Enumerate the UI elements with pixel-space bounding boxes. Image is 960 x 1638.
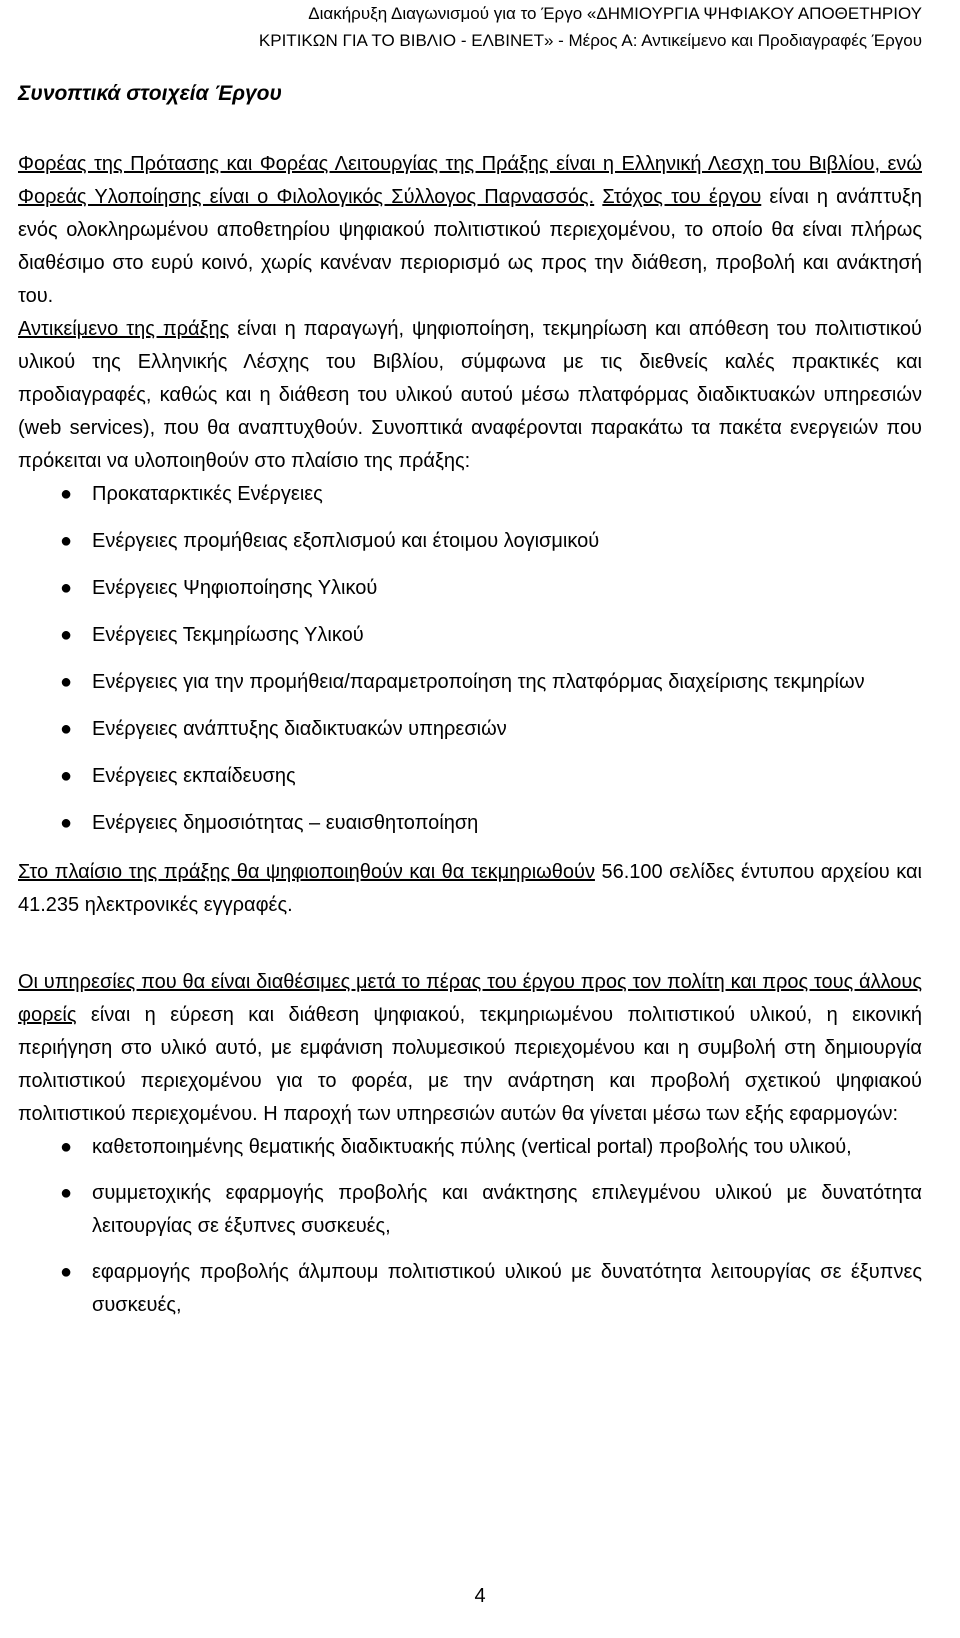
paragraph-digitization-volume <box>18 856 922 922</box>
project-subject-text: είναι η παραγωγή, ψηφιοποίηση, τεκμηρίωση και απόθεση του πολιτιστικού υλικού της Ελληνικής Λέσχης του Βιβλίου, σύμφωνα με τις διεθνείς καλές πρακτικές και προδιαγραφές, καθώς και η διάθεση του υλικού αυτού μέσω πλατφόρμας διαδικτυακών υπηρεσιών (web services), που θα αναπτυχθούν. Συνοπτικά αναφέρονται παρακάτω τα πακέτα ενεργειών που πρόκειται να υλοποιηθούν στο πλαίσιο της πράξης: <box>18 318 922 472</box>
header-line-2: ΚΡΙΤΙΚΩΝ ΓΙΑ ΤΟ ΒΙΒΛΙΟ - ΕΛΒΙΝΕΤ» - Μέρος Α: Αντικείμενο και Προδιαγραφές Έργου <box>258 31 922 50</box>
work-packages-list <box>18 478 922 840</box>
list-item: ● Ενέργειες προμήθειας εξοπλισμού και έτοιμου λογισμικού <box>18 525 922 558</box>
services-label: Οι υπηρεσίες που θα είναι διαθέσιμες μετά το πέρας του έργου προς τον πολίτη και προς τους άλλους φορείς <box>18 971 922 1026</box>
section-title: Συνοπτικά στοιχεία Έργου <box>18 82 282 105</box>
digitization-label: Στο πλαίσιο της πράξης θα ψηφιοποιηθούν και θα τεκμηριωθούν <box>18 861 595 883</box>
bullet-icon: ● <box>59 718 73 740</box>
list-item: ● Ενέργειες δημοσιότητας – ευαισθητοποίηση <box>18 807 922 840</box>
bullet-icon: ● <box>59 1136 73 1158</box>
bullet-icon: ● <box>59 624 73 646</box>
bullet-icon: ● <box>59 483 73 505</box>
project-goal-text: είναι η ανάπτυξη ενός ολοκληρωμένου αποθετηρίου ψηφιακού πολιτιστικού περιεχομένου, το οποίο θα είναι πλήρως διαθέσιμο στο ευρύ κοινό, χωρίς κανέναν περιορισμό ως προς την διάθεση, προβολή και ανάκτησή του. <box>18 186 923 307</box>
bullet-icon: ● <box>59 812 73 834</box>
list-item: ● συμμετοχικής εφαρμογής προβολής και ανάκτησης επιλεγμένου υλικού με δυνατότητα λειτουργίας σε έξυπνες συσκευές, <box>18 1177 922 1243</box>
bullet-icon: ● <box>59 577 73 599</box>
page-number: 4 <box>474 1585 486 1607</box>
paragraph-project-subject <box>18 313 922 478</box>
list-item: ● Ενέργειες Τεκμηρίωσης Υλικού <box>18 619 922 652</box>
bullet-icon: ● <box>59 671 73 693</box>
services-text: είναι η εύρεση και διάθεση ψηφιακού, τεκμηριωμένου πολιτιστικού υλικού, η εικονική περιήγηση στο υλικό αυτό, με εμφάνιση πολυμεσικού περιεχομένου και η συμβολή στη δημιουργία πολιτιστικού περιεχομένου για το φορέα, με την ανάρτηση και προβολή σχετικού ψηφιακού πολιτιστικού περιεχομένου. Η παροχή των υπηρεσιών αυτών θα γίνεται μέσω των εξής εφαρμογών: <box>18 1004 922 1125</box>
header-line-1: Διακήρυξη Διαγωνισμού για το Έργο «ΔΗΜΙΟΥΡΓΙΑ ΨΗΦΙΑΚΟΥ ΑΠΟΘΕΤΗΡΙΟΥ <box>308 4 922 23</box>
digitization-text: 56.100 σελίδες έντυπου αρχείου και 41.235 ηλεκτρονικές εγγραφές. <box>18 861 922 916</box>
list-item: ● Προκαταρκτικές Ενέργειες <box>18 478 922 511</box>
running-header <box>22 0 922 54</box>
applications-list <box>18 1131 922 1322</box>
paragraph-services <box>18 966 922 1131</box>
project-bodies-text: Φορέας της Πρότασης και Φορέας Λειτουργίας της Πράξης είναι η Ελληνική Λεσχη του Βιβλίου, ενώ Φορεάς Υλοποίησης είναι ο Φιλολογικός Σύλλογος Παρνασσός. <box>18 153 922 208</box>
paragraph-project-bodies <box>18 148 922 313</box>
list-item: ● Ενέργειες ανάπτυξης διαδικτυακών υπηρεσιών <box>18 713 922 746</box>
list-item: ● καθετοποιημένης θεματικής διαδικτυακής πύλης (vertical portal) προβολής του υλικού, <box>18 1131 922 1164</box>
document-body <box>18 80 922 1335</box>
bullet-icon: ● <box>59 530 73 552</box>
project-goal-label: Στόχος του έργου <box>602 186 762 208</box>
list-item: ● εφαρμογής προβολής άλμπουμ πολιτιστικού υλικού με δυνατότητα λειτουργίας σε έξυπνες συσκευές, <box>18 1256 922 1322</box>
bullet-icon: ● <box>59 1261 73 1283</box>
project-subject-label: Αντικείμενο της πράξης <box>18 318 230 340</box>
bullet-icon: ● <box>59 1182 73 1204</box>
bullet-icon: ● <box>59 765 73 787</box>
list-item: ● Ενέργειες Ψηφιοποίησης Υλικού <box>18 572 922 605</box>
list-item: ● Ενέργειες εκπαίδευσης <box>18 760 922 793</box>
list-item: ● Ενέργειες για την προμήθεια/παραμετροποίηση της πλατφόρμας διαχείρισης τεκμηρίων <box>18 666 922 699</box>
